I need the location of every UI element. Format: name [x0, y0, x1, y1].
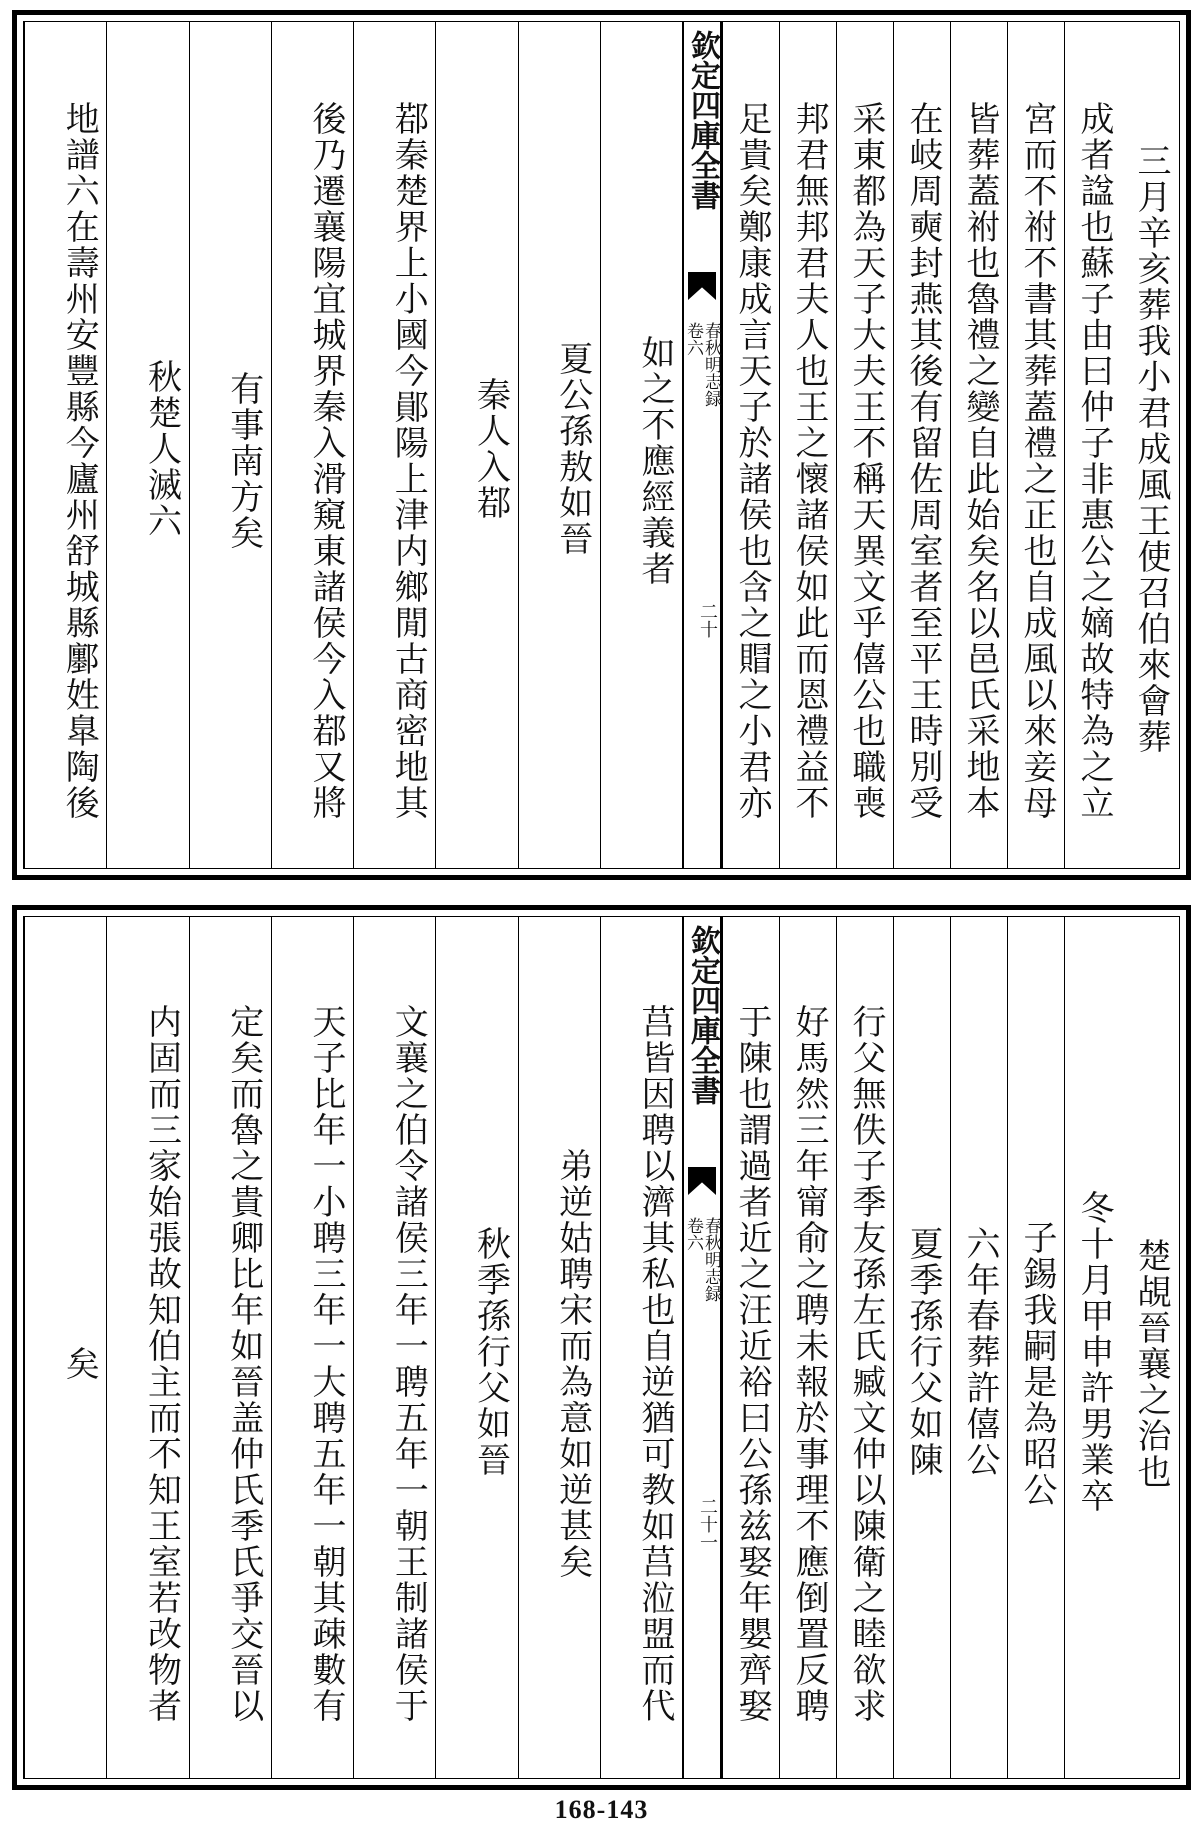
column-text: 于陳也謂過者近之汪近裕曰公孫兹娶年嬰齊娶: [732, 1003, 772, 1724]
volume-number: 卷六: [683, 1217, 703, 1251]
column-text: 秦人入鄀: [470, 377, 511, 521]
fish-tail-ornament: [688, 1167, 716, 1195]
column-text: 鄀秦楚界上小國今鄖陽上津内鄉閒古商密地其: [388, 101, 429, 821]
text-column: [271, 917, 353, 1778]
column-text: 子錫我嗣是為昭公: [1017, 1219, 1057, 1508]
text-column: [1064, 22, 1121, 868]
text-column: [1007, 917, 1064, 1778]
chapter-label: [684, 322, 720, 472]
text-column: [1121, 917, 1178, 1778]
text-column: [779, 917, 836, 1778]
volume-number: 卷六: [683, 322, 703, 356]
column-text: 莒皆因聘以濟其私也自逆猶可教如莒涖盟而代: [635, 1003, 675, 1724]
panel-frame: [23, 21, 1180, 869]
column-text: 好馬然三年甯俞之聘未報於事理不應倒置反聘: [789, 1003, 829, 1724]
text-column: [836, 22, 893, 868]
column-text: 在岐周奭封燕其後有留佐周室者至平王時別受: [903, 101, 943, 821]
text-column: [950, 22, 1007, 868]
text-column: [1121, 22, 1178, 868]
column-text: 秋季孫行父如晉: [470, 1225, 511, 1478]
column-text: 宮而不祔不書其葬蓋禮之正也自成風以來妾母: [1017, 101, 1057, 821]
text-column: [106, 917, 188, 1778]
column-text: 楚覘晉襄之治也: [1131, 1237, 1171, 1490]
text-column: [24, 22, 106, 868]
text-column: [189, 917, 271, 1778]
text-column: [24, 917, 106, 1778]
text-column: [518, 22, 600, 868]
chapter-label: [684, 1217, 720, 1367]
folio-number: 二十: [697, 602, 718, 638]
column-text: 内固而三家始張故知伯主而不知王室若改物者: [141, 1003, 182, 1724]
column-text: 定矣而魯之貴卿比年如晉盖仲氏季氏爭交晉以: [223, 1003, 264, 1724]
column-text: 地譜六在壽州安豐縣今廬州舒城縣鄽姓臯陶後: [59, 101, 100, 821]
text-column: [353, 917, 435, 1778]
column-text: 文襄之伯令諸侯三年一聘五年一朝王制諸侯于: [388, 1003, 429, 1724]
column-text: 邦君無邦君夫人也王之懷諸侯如此而恩禮益不: [789, 101, 829, 821]
column-text: 三月辛亥葬我小君成風王使召伯來會葬: [1131, 143, 1171, 755]
column-text: 秋楚人滅六: [141, 359, 182, 539]
fish-tail-ornament: [688, 272, 716, 300]
column-text: 夏公孫敖如晉: [552, 341, 593, 557]
text-column: [189, 22, 271, 868]
column-text: 如之不應經義者: [635, 335, 675, 587]
chapter-title: 春秋明志録: [701, 1217, 721, 1302]
column-text: 弟逆姑聘宋而為意如逆甚矣: [552, 1147, 593, 1580]
text-column: [600, 22, 682, 868]
column-text: 足貴矣鄭康成言天子於諸侯也含之賵之小君亦: [732, 101, 772, 821]
book-title: 欽定四庫全書: [685, 30, 720, 210]
page-number-footer: 168-143: [554, 1795, 649, 1824]
page-panel-bottom: [12, 905, 1191, 1790]
page-panel-top: [12, 10, 1191, 880]
text-column: [435, 22, 517, 868]
book-title-column: [682, 917, 722, 1778]
chapter-title: 春秋明志録: [701, 322, 721, 407]
panel-frame: [23, 916, 1180, 1779]
text-column: [722, 917, 779, 1778]
text-column: [950, 917, 1007, 1778]
column-text: 皆葬蓋祔也魯禮之變自此始矣名以邑氏采地本: [960, 101, 1000, 821]
text-column: [353, 22, 435, 868]
column-text: 有事南方矣: [223, 371, 264, 551]
column-text: 采東都為天子大夫王不稱天異文乎僖公也職喪: [846, 101, 886, 821]
column-text: 行父無佚子季友孫左氏臧文仲以陳衛之睦欲求: [846, 1003, 886, 1724]
text-column: [722, 22, 779, 868]
text-column: [893, 917, 950, 1778]
folio-number: 二十一: [697, 1497, 718, 1551]
column-text: 成者諡也蘇子由曰仲子非惠公之嫡故特為之立: [1074, 101, 1114, 821]
column-text: 後乃遷襄陽宜城界秦入滑窺東諸侯今入鄀又將: [306, 101, 346, 821]
text-column: [518, 917, 600, 1778]
text-column: [779, 22, 836, 868]
text-column: [836, 917, 893, 1778]
text-column: [600, 917, 682, 1778]
column-text: 六年春葬許僖公: [960, 1225, 1000, 1478]
text-column: [893, 22, 950, 868]
book-title: 欽定四庫全書: [685, 925, 720, 1105]
column-text: 夏季孫行父如陳: [903, 1225, 943, 1478]
column-text: 天子比年一小聘三年一大聘五年一朝其疎數有: [306, 1003, 346, 1724]
text-column: [106, 22, 188, 868]
text-column: [1007, 22, 1064, 868]
book-title-column: [682, 22, 722, 868]
text-column: [1064, 917, 1121, 1778]
column-text: 冬十月甲申許男業卒: [1074, 1189, 1114, 1514]
column-text: 矣: [59, 1345, 100, 1382]
text-column: [435, 917, 517, 1778]
text-column: [271, 22, 353, 868]
